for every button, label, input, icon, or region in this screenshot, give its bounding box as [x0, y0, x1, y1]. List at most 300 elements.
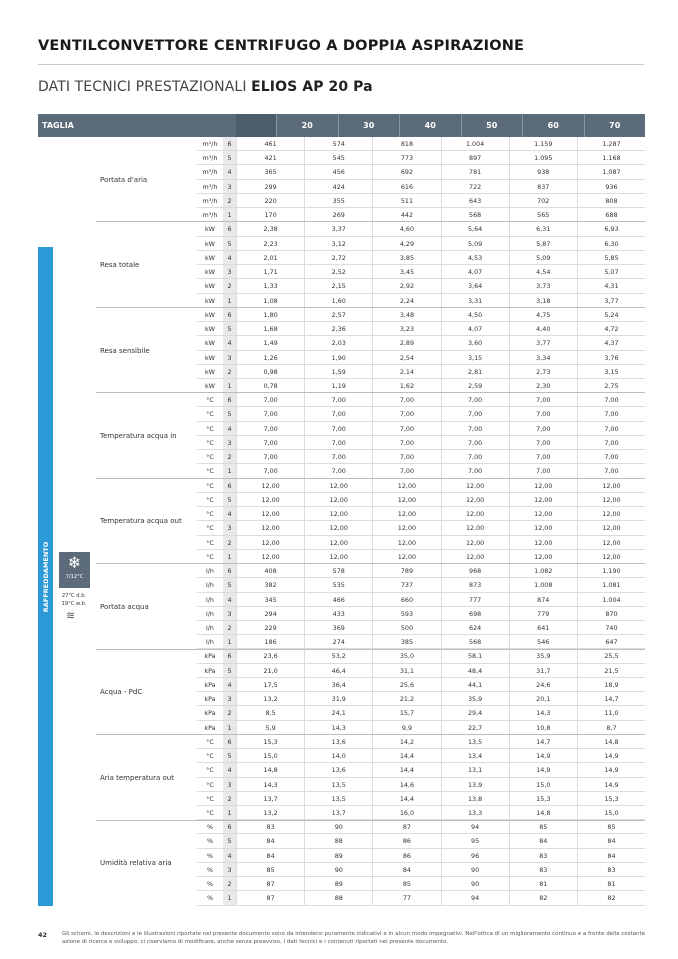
value-cell: 12,00	[441, 550, 509, 563]
value-cell: 14,8	[509, 806, 577, 819]
value-cell: 12,00	[372, 550, 440, 563]
table-row	[197, 778, 645, 792]
value-cell: 4,07	[441, 265, 509, 278]
group-label: Umidità relativa aria	[100, 859, 172, 868]
unit-cell: %	[206, 837, 214, 846]
table-row	[197, 891, 645, 905]
speed-cell: 5	[223, 664, 236, 677]
value-cell: 29,4	[441, 706, 509, 719]
unit-cell: %	[206, 851, 214, 860]
table-row	[197, 308, 645, 322]
value-cell: 7,00	[372, 436, 440, 449]
data-rows	[197, 137, 645, 906]
value-cell: 511	[372, 194, 440, 207]
value-cell: 25,6	[372, 678, 440, 691]
value-cell: 7,00	[441, 393, 509, 406]
speed-cell: 6	[223, 649, 236, 662]
value-cell: 7,00	[577, 436, 645, 449]
value-cell: 2,15	[304, 279, 372, 292]
value-cell: 94	[441, 820, 509, 833]
value-cell: 6,93	[577, 222, 645, 235]
value-cell: 3,77	[577, 294, 645, 307]
value-cell: 12,00	[372, 536, 440, 549]
size-header-70: 70	[584, 114, 646, 137]
unit-cell: kW	[204, 310, 216, 319]
value-cell: 3,18	[509, 294, 577, 307]
value-cell: 12,00	[236, 521, 304, 534]
value-cell: 968	[441, 564, 509, 577]
value-cell: 15,3	[577, 792, 645, 805]
table-row	[197, 137, 645, 151]
value-cell: 2,03	[304, 336, 372, 349]
value-cell: 14,2	[372, 735, 440, 748]
value-cell: 84	[372, 863, 440, 876]
value-cell: 624	[441, 621, 509, 634]
unit-cell: %	[206, 823, 214, 832]
value-cell: 5,85	[577, 251, 645, 264]
value-cell: 7,00	[577, 422, 645, 435]
speed-cell: 3	[223, 692, 236, 705]
value-cell: 90	[441, 877, 509, 890]
value-cell: 568	[441, 635, 509, 648]
unit-cell: kW	[204, 225, 216, 234]
speed-cell: 4	[223, 507, 236, 520]
value-cell: 220	[236, 194, 304, 207]
value-cell: 355	[304, 194, 372, 207]
value-cell: 23,6	[236, 649, 304, 662]
value-cell: 14,3	[509, 706, 577, 719]
table-row	[197, 735, 645, 749]
subtitle-prefix: DATI TECNICI PRESTAZIONALI	[38, 79, 252, 95]
value-cell: 1,68	[236, 322, 304, 335]
value-cell: 442	[372, 208, 440, 221]
group-label: Portata acqua	[100, 602, 149, 611]
speed-cell: 5	[223, 749, 236, 762]
value-cell: 7,00	[304, 464, 372, 477]
value-cell: 82	[577, 891, 645, 904]
value-cell: 15,0	[509, 778, 577, 791]
value-cell: 3,15	[441, 351, 509, 364]
value-cell: 1,60	[304, 294, 372, 307]
value-cell: 2,14	[372, 365, 440, 378]
unit-cell: °C	[206, 396, 214, 405]
air-conditions	[56, 592, 92, 608]
value-cell: 0,98	[236, 365, 304, 378]
value-cell: 3,60	[441, 336, 509, 349]
table-row	[197, 721, 645, 735]
value-cell: 7,00	[441, 422, 509, 435]
value-cell: 722	[441, 180, 509, 193]
speed-cell: 1	[223, 891, 236, 904]
unit-cell: %	[206, 894, 214, 903]
value-cell: 14,7	[509, 735, 577, 748]
value-cell: 13,3	[441, 806, 509, 819]
value-cell: 14,4	[372, 792, 440, 805]
value-cell: 12,00	[236, 479, 304, 492]
size-header-20: 20	[276, 114, 338, 137]
unit-cell: °C	[206, 438, 214, 447]
group-label: Portata d'aria	[100, 175, 148, 184]
value-cell: 870	[577, 607, 645, 620]
value-cell: 702	[509, 194, 577, 207]
table-row	[197, 593, 645, 607]
unit-cell: °C	[206, 794, 214, 803]
value-cell: 4,37	[577, 336, 645, 349]
value-cell: 1.159	[509, 137, 577, 150]
unit-cell: °C	[206, 410, 214, 419]
value-cell: 773	[372, 151, 440, 164]
speed-cell: 4	[223, 678, 236, 691]
speed-cell: 1	[223, 294, 236, 307]
value-cell: 1.095	[509, 151, 577, 164]
speed-cell: 2	[223, 877, 236, 890]
table-row	[197, 422, 645, 436]
speed-cell: 2	[223, 621, 236, 634]
unit-cell: kW	[204, 253, 216, 262]
value-cell: 737	[372, 578, 440, 591]
value-cell: 1,33	[236, 279, 304, 292]
value-cell: 12,00	[304, 507, 372, 520]
speed-cell: 1	[223, 208, 236, 221]
value-cell: 433	[304, 607, 372, 620]
speed-cell: 6	[223, 222, 236, 235]
snowflake-icon: ❄	[67, 553, 82, 572]
unit-cell: °C	[206, 481, 214, 490]
speed-cell: 5	[223, 834, 236, 847]
value-cell: 2,30	[509, 379, 577, 392]
value-cell: 2,72	[304, 251, 372, 264]
condition-db: 27°C d.b.	[61, 593, 87, 599]
size-header-30: 30	[338, 114, 400, 137]
table-row	[197, 621, 645, 635]
table-row	[197, 479, 645, 493]
speed-cell: 3	[223, 436, 236, 449]
table-row	[197, 635, 645, 649]
table-row	[197, 336, 645, 350]
value-cell: 808	[577, 194, 645, 207]
table-row	[197, 436, 645, 450]
table-row	[197, 678, 645, 692]
header-spacer	[236, 114, 276, 137]
value-cell: 10,8	[509, 721, 577, 734]
value-cell: 16,0	[372, 806, 440, 819]
value-cell: 7,00	[236, 464, 304, 477]
unit-cell: °C	[206, 538, 214, 547]
value-cell: 578	[304, 564, 372, 577]
table-row	[197, 792, 645, 806]
value-cell: 14,7	[577, 692, 645, 705]
value-cell: 12,00	[372, 479, 440, 492]
table-row	[197, 450, 645, 464]
unit-cell: °C	[206, 737, 214, 746]
value-cell: 7,00	[509, 450, 577, 463]
value-cell: 12,00	[441, 493, 509, 506]
speed-cell: 5	[223, 493, 236, 506]
speed-cell: 3	[223, 180, 236, 193]
value-cell: 12,00	[509, 493, 577, 506]
table-row	[197, 180, 645, 194]
value-cell: 818	[372, 137, 440, 150]
value-cell: 7,00	[304, 422, 372, 435]
value-cell: 44,1	[441, 678, 509, 691]
value-cell: 15,7	[372, 706, 440, 719]
value-cell: 21,2	[372, 692, 440, 705]
cooling-side-band	[38, 247, 53, 906]
technical-data-table	[38, 114, 645, 906]
value-cell: 14,3	[236, 778, 304, 791]
value-cell: 13,5	[304, 792, 372, 805]
unit-cell: kW	[204, 268, 216, 277]
value-cell: 14,8	[236, 763, 304, 776]
value-cell: 18,9	[577, 678, 645, 691]
value-cell: 8,7	[577, 721, 645, 734]
value-cell: 2,23	[236, 237, 304, 250]
value-cell: 7,00	[372, 450, 440, 463]
value-cell: 3,12	[304, 237, 372, 250]
value-cell: 13,7	[304, 806, 372, 819]
value-cell: 7,00	[577, 393, 645, 406]
value-cell: 781	[441, 165, 509, 178]
value-cell: 7,00	[236, 436, 304, 449]
value-cell: 7,00	[372, 464, 440, 477]
value-cell: 9,9	[372, 721, 440, 734]
group-label: Temperatura acqua out	[100, 517, 182, 526]
value-cell: 535	[304, 578, 372, 591]
value-cell: 87	[236, 891, 304, 904]
speed-cell: 2	[223, 706, 236, 719]
value-cell: 31,7	[509, 664, 577, 677]
value-cell: 12,00	[577, 536, 645, 549]
value-cell: 31,1	[372, 664, 440, 677]
value-cell: 12,00	[509, 536, 577, 549]
value-cell: 58,1	[441, 649, 509, 662]
value-cell: 186	[236, 635, 304, 648]
speed-cell: 5	[223, 237, 236, 250]
value-cell: 7,00	[509, 422, 577, 435]
speed-cell: 6	[223, 308, 236, 321]
value-cell: 643	[441, 194, 509, 207]
unit-cell: kW	[204, 282, 216, 291]
value-cell: 5,9	[236, 721, 304, 734]
value-cell: 13,4	[441, 749, 509, 762]
speed-cell: 3	[223, 778, 236, 791]
speed-cell: 4	[223, 849, 236, 862]
table-row	[197, 763, 645, 777]
value-cell: 24,1	[304, 706, 372, 719]
unit-cell: kPa	[204, 680, 216, 689]
speed-cell: 1	[223, 464, 236, 477]
speed-cell: 4	[223, 251, 236, 264]
speed-cell: 2	[223, 279, 236, 292]
group-divider	[96, 307, 645, 308]
value-cell: 81	[577, 877, 645, 890]
table-row	[197, 294, 645, 308]
value-cell: 574	[304, 137, 372, 150]
table-row	[197, 664, 645, 678]
value-cell: 21,0	[236, 664, 304, 677]
value-cell: 7,00	[441, 464, 509, 477]
value-cell: 2,89	[372, 336, 440, 349]
value-cell: 13,6	[304, 735, 372, 748]
group-divider	[96, 221, 645, 222]
unit-cell: kW	[204, 381, 216, 390]
value-cell: 12,00	[236, 536, 304, 549]
value-cell: 12,00	[236, 493, 304, 506]
value-cell: 1.190	[577, 564, 645, 577]
value-cell: 5,64	[441, 222, 509, 235]
value-cell: 408	[236, 564, 304, 577]
table-row	[197, 692, 645, 706]
value-cell: 14,9	[577, 763, 645, 776]
value-cell: 616	[372, 180, 440, 193]
value-cell: 3,73	[509, 279, 577, 292]
value-cell: 84	[577, 834, 645, 847]
value-cell: 874	[509, 593, 577, 606]
value-cell: 1,80	[236, 308, 304, 321]
value-cell: 1.082	[509, 564, 577, 577]
value-cell: 13,9	[441, 778, 509, 791]
value-cell: 77	[372, 891, 440, 904]
value-cell: 294	[236, 607, 304, 620]
value-cell: 12,00	[304, 550, 372, 563]
value-cell: 35,9	[441, 692, 509, 705]
value-cell: 7,00	[304, 407, 372, 420]
page-number: 42	[38, 931, 48, 939]
unit-cell: °C	[206, 467, 214, 476]
value-cell: 461	[236, 137, 304, 150]
value-cell: 1.168	[577, 151, 645, 164]
table-row	[197, 806, 645, 820]
value-cell: 85	[372, 877, 440, 890]
value-cell: 82	[509, 891, 577, 904]
unit-cell: kPa	[204, 723, 216, 732]
size-header-50: 50	[461, 114, 523, 137]
value-cell: 12,00	[577, 507, 645, 520]
value-cell: 0,78	[236, 379, 304, 392]
value-cell: 500	[372, 621, 440, 634]
table-row	[197, 706, 645, 720]
value-cell: 3,45	[372, 265, 440, 278]
speed-cell: 1	[223, 635, 236, 648]
group-divider	[96, 478, 645, 479]
value-cell: 777	[441, 593, 509, 606]
value-cell: 2,92	[372, 279, 440, 292]
value-cell: 8,5	[236, 706, 304, 719]
table-row	[197, 863, 645, 877]
value-cell: 837	[509, 180, 577, 193]
value-cell: 4,29	[372, 237, 440, 250]
unit-cell: l/h	[206, 595, 214, 604]
speed-cell: 2	[223, 536, 236, 549]
value-cell: 12,00	[441, 536, 509, 549]
unit-cell: °C	[206, 552, 214, 561]
table-row	[197, 165, 645, 179]
table-row	[197, 194, 645, 208]
value-cell: 20,1	[509, 692, 577, 705]
value-cell: 7,00	[509, 393, 577, 406]
value-cell: 365	[236, 165, 304, 178]
value-cell: 3,23	[372, 322, 440, 335]
value-cell: 95	[441, 834, 509, 847]
group-label: Resa totale	[100, 261, 140, 270]
value-cell: 85	[577, 820, 645, 833]
value-cell: 1.004	[577, 593, 645, 606]
unit-cell: %	[206, 880, 214, 889]
table-row	[197, 493, 645, 507]
value-cell: 85	[236, 863, 304, 876]
value-cell: 84	[509, 834, 577, 847]
value-cell: 3,85	[372, 251, 440, 264]
value-cell: 12,00	[577, 479, 645, 492]
value-cell: 4,60	[372, 222, 440, 235]
value-cell: 83	[236, 820, 304, 833]
value-cell: 3,34	[509, 351, 577, 364]
value-cell: 12,00	[372, 493, 440, 506]
value-cell: 13,2	[236, 692, 304, 705]
value-cell: 2,57	[304, 308, 372, 321]
value-cell: 14,6	[372, 778, 440, 791]
value-cell: 4,75	[509, 308, 577, 321]
group-label: Resa sensibile	[100, 346, 150, 355]
value-cell: 35,0	[372, 649, 440, 662]
speed-cell: 5	[223, 407, 236, 420]
size-columns	[276, 114, 645, 137]
speed-cell: 1	[223, 379, 236, 392]
speed-cell: 6	[223, 137, 236, 150]
value-cell: 17,5	[236, 678, 304, 691]
speed-cell: 3	[223, 521, 236, 534]
value-cell: 13,5	[441, 735, 509, 748]
value-cell: 94	[441, 891, 509, 904]
value-cell: 1.081	[577, 578, 645, 591]
speed-cell: 6	[223, 564, 236, 577]
unit-cell: °C	[206, 766, 214, 775]
value-cell: 83	[577, 863, 645, 876]
value-cell: 83	[509, 849, 577, 862]
speed-cell: 2	[223, 450, 236, 463]
value-cell: 14,9	[577, 778, 645, 791]
value-cell: 25,5	[577, 649, 645, 662]
unit-cell: m³/h	[202, 196, 218, 205]
value-cell: 1,19	[304, 379, 372, 392]
speed-cell: 6	[223, 735, 236, 748]
title-divider	[38, 64, 644, 65]
cooling-badge	[59, 552, 90, 588]
subtitle-model: ELIOS AP 20 Pa	[251, 79, 373, 95]
value-cell: 4,31	[577, 279, 645, 292]
group-label: Acqua - PdC	[100, 688, 143, 697]
value-cell: 7,00	[236, 422, 304, 435]
value-cell: 12,00	[304, 493, 372, 506]
value-cell: 14,9	[509, 763, 577, 776]
value-cell: 229	[236, 621, 304, 634]
table-row	[197, 877, 645, 891]
value-cell: 4,72	[577, 322, 645, 335]
value-cell: 12,00	[304, 479, 372, 492]
speed-cell: 4	[223, 336, 236, 349]
value-cell: 5,09	[509, 251, 577, 264]
value-cell: 4,40	[509, 322, 577, 335]
speed-cell: 3	[223, 863, 236, 876]
value-cell: 1.087	[577, 165, 645, 178]
value-cell: 1,08	[236, 294, 304, 307]
value-cell: 7,00	[441, 450, 509, 463]
value-cell: 7,00	[509, 464, 577, 477]
table-row	[197, 251, 645, 265]
value-cell: 7,00	[236, 407, 304, 420]
unit-cell: kW	[204, 353, 216, 362]
table-row	[197, 834, 645, 848]
